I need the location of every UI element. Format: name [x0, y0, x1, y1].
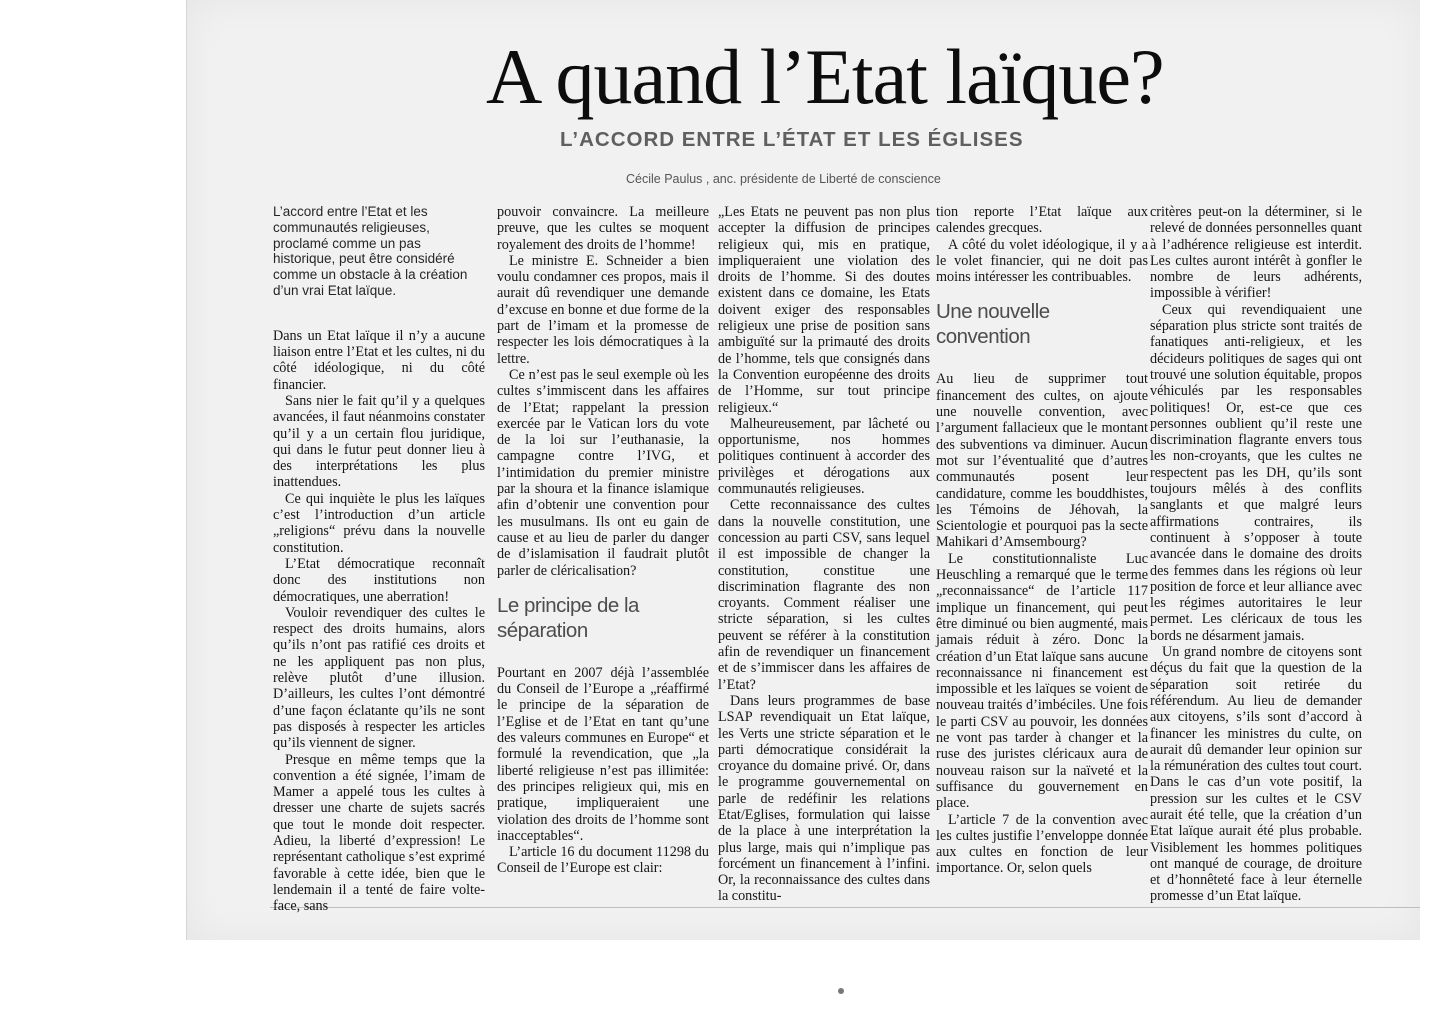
paragraph: L’article 7 de la convention avec les cultes justifie l’enveloppe donnée aux cultes en fonction de leur importance. Or, selon quels — [936, 811, 1148, 877]
article-headline: A quand l’Etat laïque? — [486, 33, 1164, 120]
paragraph: L’Etat démocratique reconnaît donc des institutions non démocratiques, une aberration! — [273, 555, 485, 605]
column-5 — [1150, 204, 1362, 905]
paragraph: Ceux qui revendiquaient une séparation plus stricte sont traités de fanatiques anti-religieux, et les décideurs politiques de sages qui ont trouvé une solution équitable, propos véhiculés par les responsables politiques! Or, est-ce que ces personnes oublient qu’il reste une discrimination flagrante envers tous les non-croyants, que les cultes ne respectent pas les DH, qu’ils sont toujours mêlés à des conflits sanglants et que malgré leurs affirmations contraires, ils continuent à s’opposer à toute avancée dans le domaine des droits des femmes dans les régions où leur position de force et leur alliance avec les régimes autoritaires le leur permet. Les cléricaux de tous les bords ne désarment jamais. — [1150, 301, 1362, 644]
column-4 — [936, 204, 1148, 877]
paragraph: pouvoir convaincre. La meilleure preuve, que les cultes se moquent royalement des droits de l’homme! — [497, 204, 709, 253]
paragraph: Ce n’est pas le seul exemple où les cultes s’immiscent dans les affaires de l’Etat; rappelant la pression exercée par le Vatican lors du vote de la loi sur l’euthanasie, la campagne contre l’IVG, et l’intimidation du premier ministre par la shoura et la finance islamique afin d’obtenir une convention pour les musulmans. Ils ont eu gain de cause et au lieu de parler du danger de d’islamisation il faudrait plutôt parler de cléricalisation? — [497, 366, 709, 579]
paragraph: „Les Etats ne peuvent pas non plus accepter la diffusion de principes religieux qui, mis en pratique, impliqueraient une violation des droits de l’homme. Si des doutes existent dans ce domaine, les Etats doivent exiger des responsables religieux une prise de position sans ambiguïté sur la primauté des droits de l’homme, tels que consignés dans la Convention européenne des droits de l’Homme, sur tout principe religieux.“ — [718, 204, 930, 416]
paragraph: Au lieu de supprimer tout financement des cultes, on ajoute une nouvelle convention, avec l’argument fallacieux que le montant des subventions va diminuer. Aucun mot sur l’éventualité que d’autres communautés posent leur candidature, comme les bouddhistes, les Témoins de Jéhovah, la Scientologie et pourquoi pas la secte Mahikari d’Amsembourg? — [936, 371, 1148, 551]
column-2 — [497, 204, 709, 877]
article-byline: Cécile Paulus , anc. présidente de Liberté de conscience — [626, 172, 941, 186]
paragraph: Un grand nombre de citoyens sont déçus du fait que la question de la séparation soit retirée du référendum. Au lieu de demander aux citoyens, s’ils sont d’accord à financer les ministres du culte, on aurait dû demander leur opinion sur la rémunération des cultes tout court. Dans le cas d’un vote positif, la pression sur les cultes et le CSV aurait été telle, que la création d’un Etat laïque aurait été plus probable. Visiblement les hommes politiques ont manqué de courage, de droiture et d’honnêteté face à leur éternelle promesse d’un Etat laïque. — [1150, 644, 1362, 905]
column-1 — [273, 204, 485, 914]
scan-speck — [838, 988, 844, 994]
paragraph: Le constitutionnaliste Luc Heuschling a remarqué que le terme „reconnaissance“ de l’article 117 implique un financement, qui peut être diminué ou bien augmenté, mais jamais réduit à zéro. Donc la création d’un Etat laïque sans aucune reconnaissance ni financement est impossible et les laïques se voient de nouveau traités d’imbéciles. Une fois le parti CSV au pouvoir, les données ne vont pas tarder à changer et la ruse des juristes cléricaux aura de nouveau raison sur la naïveté et la suffisance du gouvernement en place. — [936, 550, 1148, 812]
paragraph: tion reporte l’Etat laïque aux calendes grecques. — [936, 204, 1148, 237]
article-subheadline: L’ACCORD ENTRE L’ÉTAT ET LES ÉGLISES — [560, 128, 1024, 151]
section-heading-convention: Une nouvelle convention — [936, 300, 1050, 349]
paragraph: Presque en même temps que la convention a été signée, l’imam de Mamer a appelé tous les cultes à dresser une charte de sujets sacrés que tout le monde doit respecter. Adieu, la liberté d’expression! Le représentant catholique s’est exprimé favorable à cette idée, bien que le lendemain il a tenté de faire volte-face, sans — [273, 751, 485, 915]
paragraph: Dans leurs programmes de base LSAP revendiquait un Etat laïque, les Verts une stricte séparation et le parti démocratique considérait la croyance du domaine privé. Or, dans le programme gouvernemental on parle de redéfinir les relations Etat/Eglises, formulation qui laisse de la place à une interprétation la plus large, mais qui n’implique pas forcément un financement à l’infini. Or, la reconnaissance des cultes dans la constitu- — [718, 692, 930, 905]
section-heading-separation: Le principe de la séparation — [497, 593, 639, 642]
paragraph: L’article 16 du document 11298 du Conseil de l’Europe est clair: — [497, 844, 709, 877]
column-3 — [718, 204, 930, 905]
paragraph: Cette reconnaissance des cultes dans la nouvelle constitution, une concession au parti CSV, sans lequel il est impossible de changer la constitution, constitue une discrimination flagrante des non croyants. Comment réaliser une stricte séparation, si les cultes peuvent se référer à la constitution afin de revendiquer un financement et de s’immiscer dans les affaires de l’Etat? — [718, 497, 930, 693]
article-lead: L’accord entre l’Etat et les communautés religieuses, proclamé comme un pas historique, peut être considéré comme un obstacle à la création d’un vrai Etat laïque. — [273, 204, 468, 298]
paragraph: Ce qui inquiète le plus les laïques c’est l’introduction d’un article „religions“ prévu dans la nouvelle constitution. — [273, 490, 485, 556]
paragraph: Vouloir revendiquer des cultes le respect des droits humains, alors qu’ils n’ont pas ratifié ces droits et ne les appliquent pas non plus, relève plutôt d’une illusion. D’ailleurs, les cultes l’ont démontré d’une façon éclatante qu’ils ne sont pas disposés à respecter les articles qu’ils viennent de signer. — [273, 604, 485, 752]
paragraph: critères peut-on la déterminer, si le relevé de données personnelles quant à l’adhérence religieuse est interdit. Les cultes auront intérêt à gonfler le nombre de leurs adhérents, impossible à vérifier! — [1150, 204, 1362, 302]
paragraph: A côté du volet idéologique, il y a le volet financier, qui ne doit pas moins intéresser les contribuables. — [936, 236, 1148, 286]
paragraph: Malheureusement, par lâcheté ou opportunisme, nos hommes politiques continuent à accorder des privilèges et dérogations aux communautés religieuses. — [718, 415, 930, 498]
paragraph: Pourtant en 2007 déjà l’assemblée du Conseil de l’Europe a „réaffirmé le principe de la séparation de l’Eglise et de l’Etat en tant qu’une des valeurs communes en Europe“ et formulé la revendication, que „la liberté religieuse n’est pas illimitée: des principes religieux qui, mis en pratique, impliqueraient une violation des droits de l’homme sont inacceptables“. — [497, 664, 709, 844]
paragraph: Le ministre E. Schneider a bien voulu condamner ces propos, mais il aurait dû revendiquer une demande d’excuse en bonne et due forme de la part de l’imam et la promesse de respecter les lois démocratiques à la lettre. — [497, 252, 709, 367]
paragraph: Sans nier le fait qu’il y a quelques avancées, il faut néanmoins constater qu’il y a un certain flou juridique, qui dans le futur peut donner lieu à des interprétations les plus inattendues. — [273, 392, 485, 491]
paragraph: Dans un Etat laïque il n’y a aucune liaison entre l’Etat et les cultes, ni du côté idéologique, ni du côté financier. — [273, 327, 485, 393]
